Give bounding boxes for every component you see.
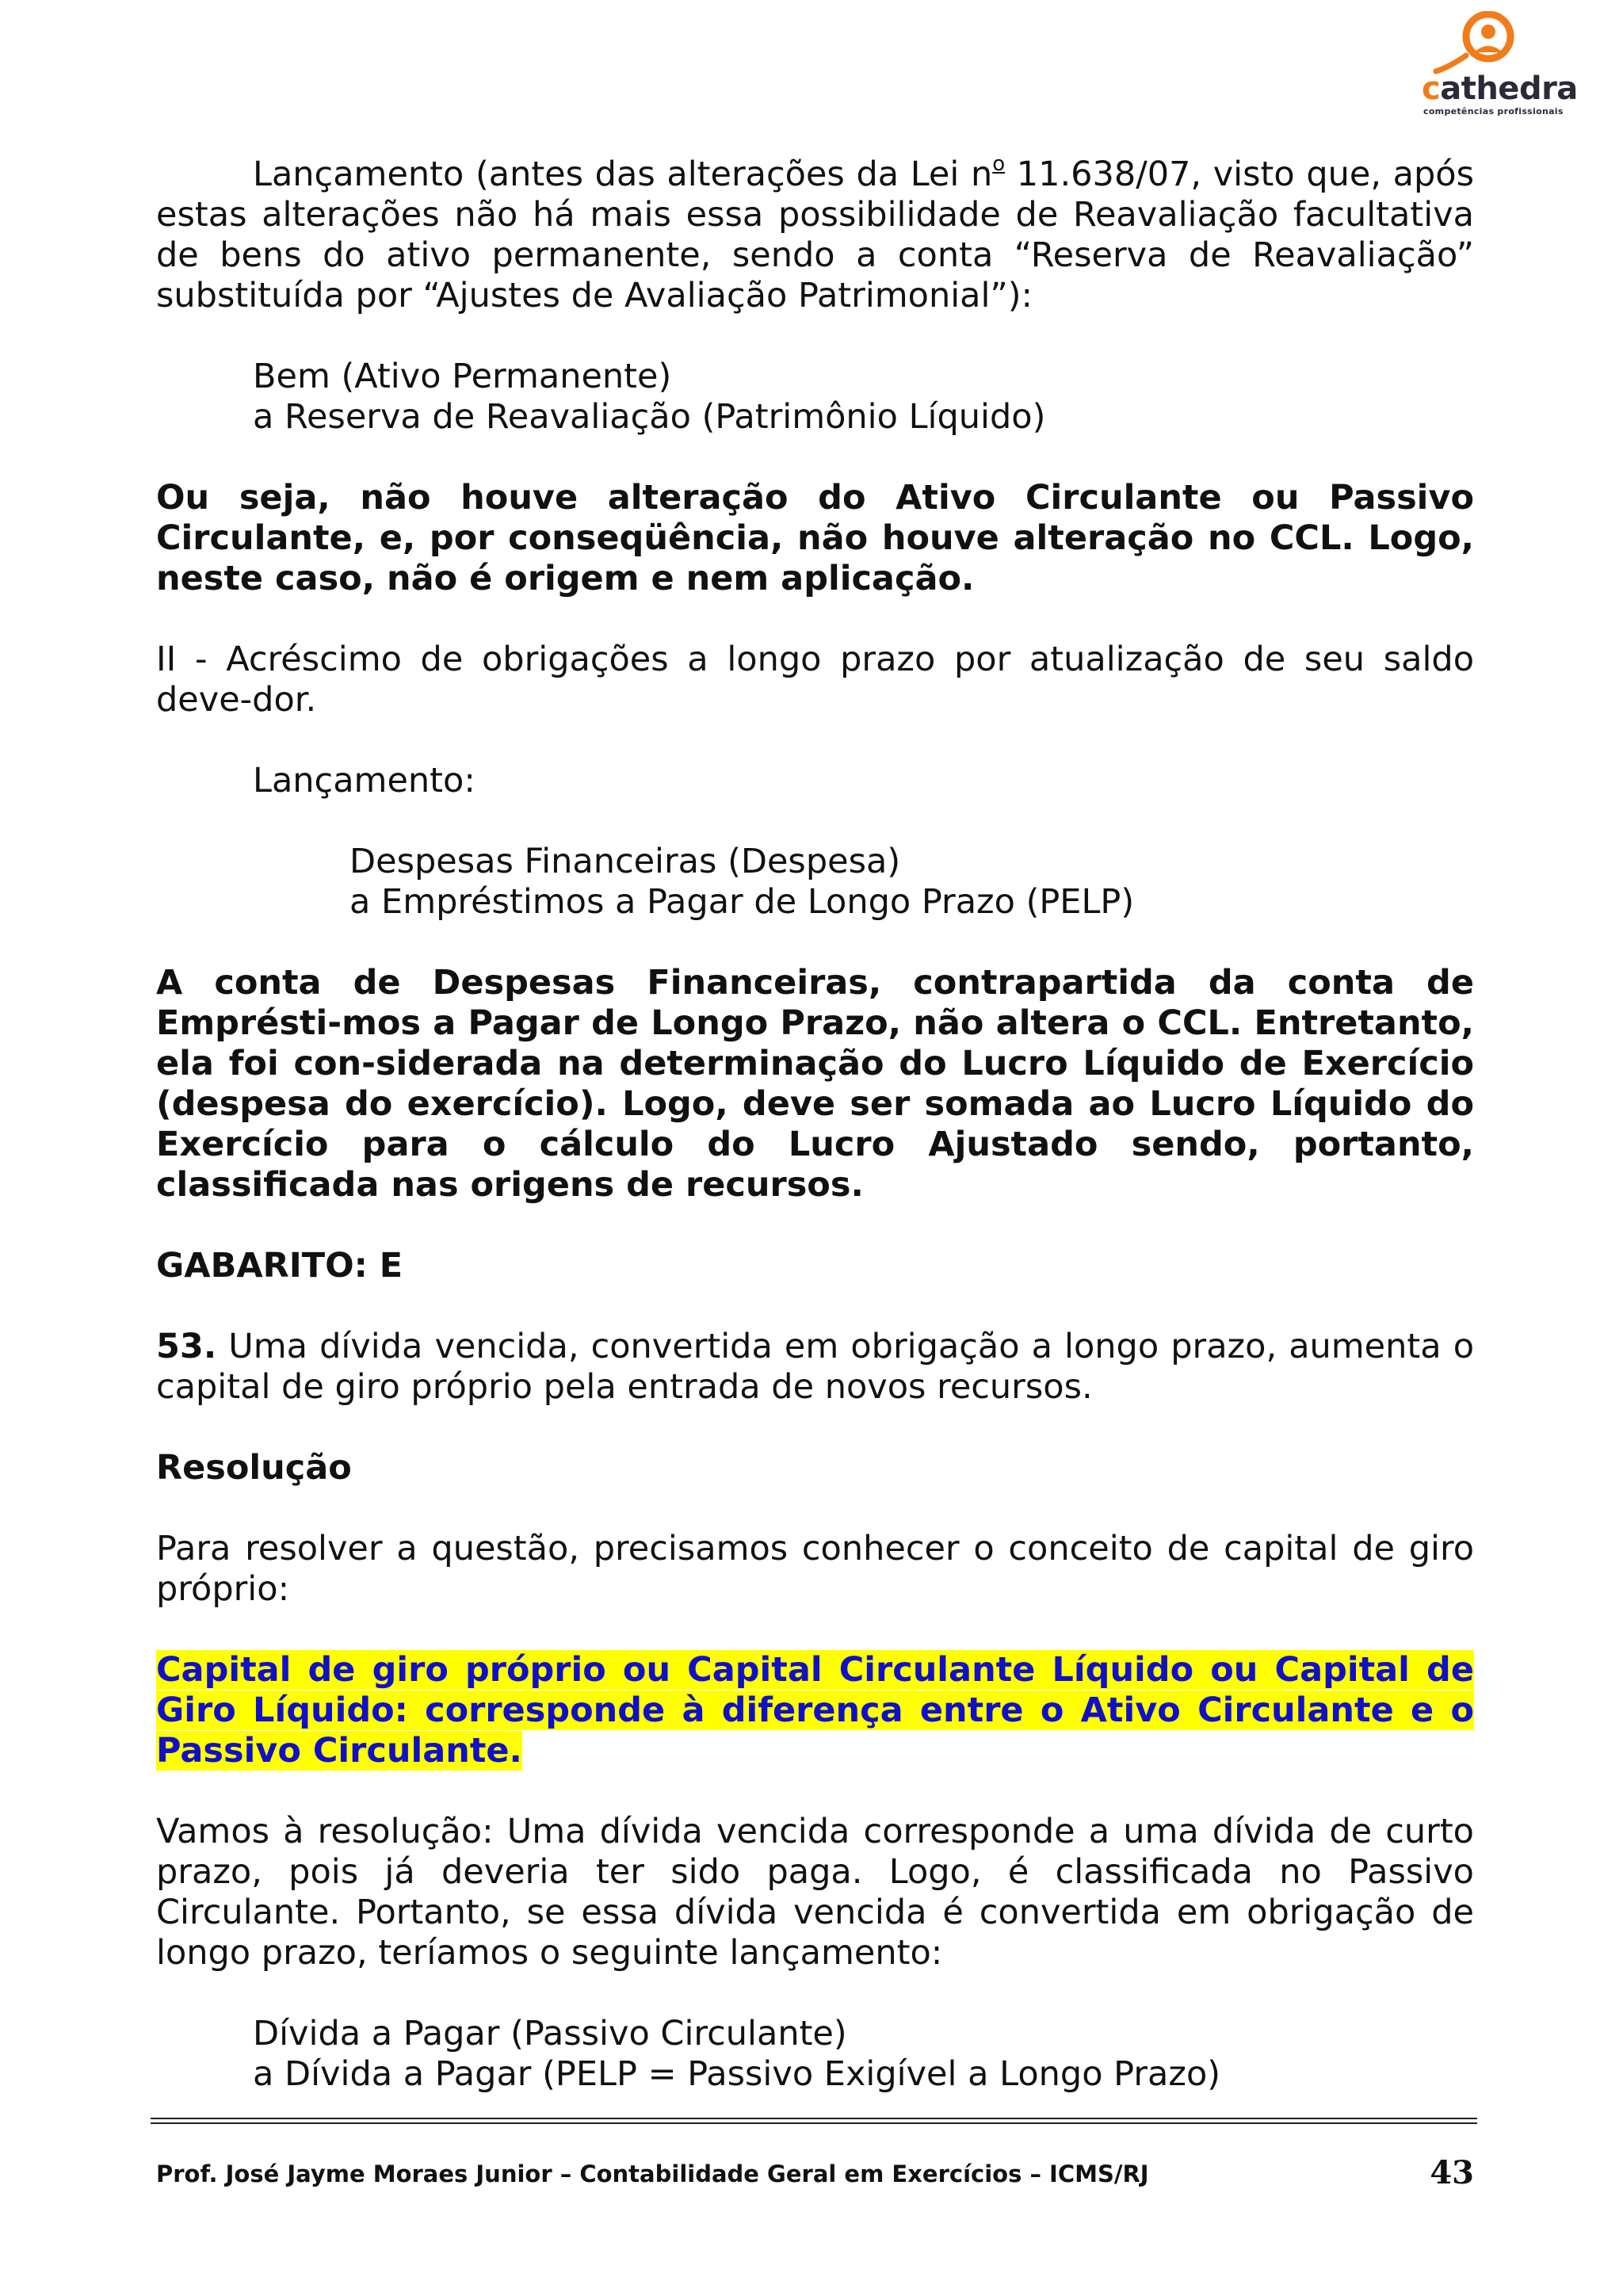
logo-wordmark: cathedra xyxy=(1422,71,1578,107)
cathedra-logo xyxy=(1419,11,1585,117)
document-body xyxy=(156,151,1474,2095)
paragraph-para-resolver: Para resolver a questão, precisamos conhecer o conceito de capital de giro próprio: xyxy=(156,1529,1474,1609)
footer-rule-top xyxy=(151,2118,1477,2119)
bold-conclusion-2: A conta de Despesas Financeiras, contrapartida da conta de Emprésti-mos a Pagar de Longo Prazo, não altera o CCL. Entretanto, ela foi con-siderada na determinação do Lucro Líquido de Exercício (despesa do exercício). Logo, deve ser somada ao Lucro Líquido do Exercício para o cálculo do Lucro Ajustado sendo, portanto, classificada nas origens de recursos. xyxy=(156,963,1474,1205)
entry2-line1: Despesas Financeiras (Despesa) xyxy=(349,842,901,881)
lancamento-label: Lançamento: xyxy=(253,761,475,800)
question-53: 53. Uma dívida vencida, convertida em obrigação a longo prazo, aumenta o capital de giro próprio pela entrada de novos recursos. xyxy=(156,1327,1474,1407)
person-circle-icon xyxy=(1419,11,1585,74)
highlight-definition: Capital de giro próprio ou Capital Circulante Líquido ou Capital de Giro Líquido: corresponde à diferença entre o Ativo Circulante e o Passivo Circulante. xyxy=(156,1650,1474,1771)
entry1-line1: Bem (Ativo Permanente) xyxy=(253,357,672,396)
logo-tagline: competências profissionais xyxy=(1423,106,1564,117)
bold-conclusion-1: Ou seja, não houve alteração do Ativo Circulante ou Passivo Circulante, e, por conseqüência, não houve alteração no CCL. Logo, neste caso, não é origem e nem aplicação. xyxy=(156,478,1474,598)
footer-author: Prof. José Jayme Moraes Junior – Contabilidade Geral em Exercícios – ICMS/RJ xyxy=(156,2160,1149,2187)
item-ii: II - Acréscimo de obrigações a longo prazo por atualização de seu saldo deve-dor. xyxy=(156,640,1474,720)
entry2-line2: a Empréstimos a Pagar de Longo Prazo (PELP) xyxy=(349,882,1135,922)
resolucao-heading: Resolução xyxy=(156,1448,352,1488)
paragraph-vamos: Vamos à resolução: Uma dívida vencida corresponde a uma dívida de curto prazo, pois já deveria ter sido paga. Logo, é classificada no Passivo Circulante. Portanto, se essa dívida vencida é convertida em obrigação de longo prazo, teríamos o seguinte lançamento: xyxy=(156,1812,1474,1973)
gabarito: GABARITO: E xyxy=(156,1246,403,1286)
page-number: 43 xyxy=(1430,2154,1474,2191)
paragraph-lancamento-intro: Lançamento (antes das alterações da Lei $n^o$ 11.638/07, visto que, após estas alterações não há mais essa possibilidade de Reavaliação facultativa de bens do ativo permanente, sendo a conta “Reserva de Reavaliação” substituída por “Ajustes de Avaliação Patrimonial”): xyxy=(156,151,1474,315)
question-number: 53. xyxy=(156,1327,217,1366)
entry3-line1: Dívida a Pagar (Passivo Circulante) xyxy=(253,2014,847,2053)
entry1-line2: a Reserva de Reavaliação (Patrimônio Líquido) xyxy=(253,397,1046,437)
entry3-line2: a Dívida a Pagar (PELP = Passivo Exigível a Longo Prazo) xyxy=(253,2054,1221,2094)
footer-rule-bottom xyxy=(151,2122,1477,2124)
